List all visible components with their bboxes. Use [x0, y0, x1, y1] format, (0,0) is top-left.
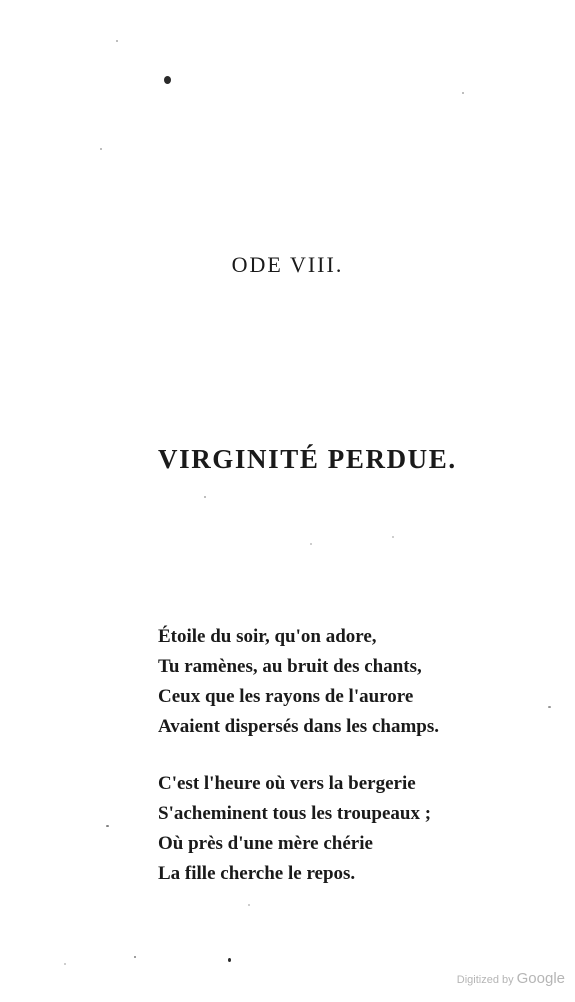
ink-speck — [548, 706, 551, 708]
stanza — [158, 769, 538, 889]
verse-line: Ceux que les rayons de l'aurore — [158, 686, 414, 707]
ink-speck — [204, 496, 206, 498]
ink-speck — [462, 92, 464, 94]
verse-line: Étoile du soir, qu'on adore, — [158, 626, 377, 647]
ink-speck — [392, 536, 394, 538]
verse-line: C'est l'heure où vers la bergerie — [158, 773, 416, 794]
ink-speck — [164, 76, 171, 84]
ode-number-heading: ODE VIII. — [231, 252, 344, 277]
verse-line: S'acheminent tous les troupeaux ; — [158, 803, 432, 824]
ode-title: VIRGINITÉ PERDUE. — [158, 444, 457, 474]
ink-speck — [64, 963, 66, 965]
poem-body — [158, 622, 538, 916]
ink-speck — [134, 956, 136, 958]
watermark-prefix: Digitized by — [456, 974, 514, 986]
watermark-brand: Google — [516, 970, 565, 987]
ink-speck — [106, 825, 109, 827]
stanza — [158, 622, 538, 742]
ink-speck — [100, 148, 102, 150]
ink-speck — [310, 543, 312, 545]
digitized-watermark — [457, 970, 565, 988]
verse-line: Où près d'une mère chérie — [158, 833, 373, 854]
ink-speck — [116, 40, 118, 42]
verse-line: Tu ramènes, au bruit des chants, — [158, 656, 422, 677]
ink-speck — [228, 958, 231, 962]
verse-line: Avaient dispersés dans les champs. — [158, 716, 439, 737]
verse-line: La fille cherche le repos. — [158, 863, 356, 884]
